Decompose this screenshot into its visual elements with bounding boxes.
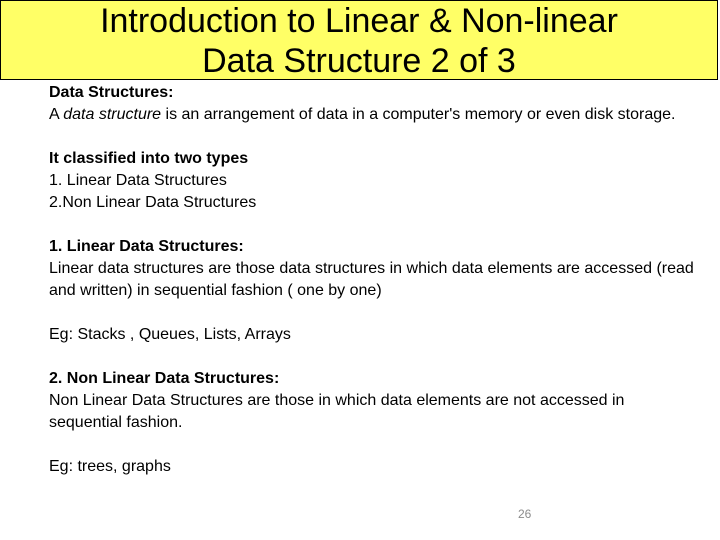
linear-description: Linear data structures are those data structures in which data elements are accessed (read and written) in sequential fashion ( one by one) (49, 260, 694, 299)
data-structures-heading: Data Structures: (49, 84, 174, 101)
type-item-nonlinear: 2.Non Linear Data Structures (49, 194, 257, 211)
types-heading: It classified into two types (49, 150, 249, 167)
slide-title-box (0, 0, 718, 80)
definition-term: data structure (63, 106, 162, 123)
definition-rest: is an arrangement of data in a computer's memory or even disk storage. (161, 106, 676, 123)
linear-heading: 1. Linear Data Structures: (49, 238, 244, 255)
slide-body (49, 82, 699, 478)
slide-title-line-2: Data Structure 2 of 3 (202, 42, 516, 80)
page-number: 26 (518, 507, 532, 521)
definition-prefix: A (49, 106, 64, 123)
nonlinear-heading: 2. Non Linear Data Structures: (49, 370, 280, 387)
slide-title-line-1: Introduction to Linear & Non-linear (100, 2, 618, 40)
nonlinear-examples: Eg: trees, graphs (49, 458, 171, 475)
nonlinear-description: Non Linear Data Structures are those in which data elements are not accessed in sequential fashion. (49, 392, 625, 431)
data-structure-definition (49, 104, 699, 126)
linear-examples: Eg: Stacks , Queues, Lists, Arrays (49, 326, 291, 343)
type-item-linear: 1. Linear Data Structures (49, 172, 227, 189)
